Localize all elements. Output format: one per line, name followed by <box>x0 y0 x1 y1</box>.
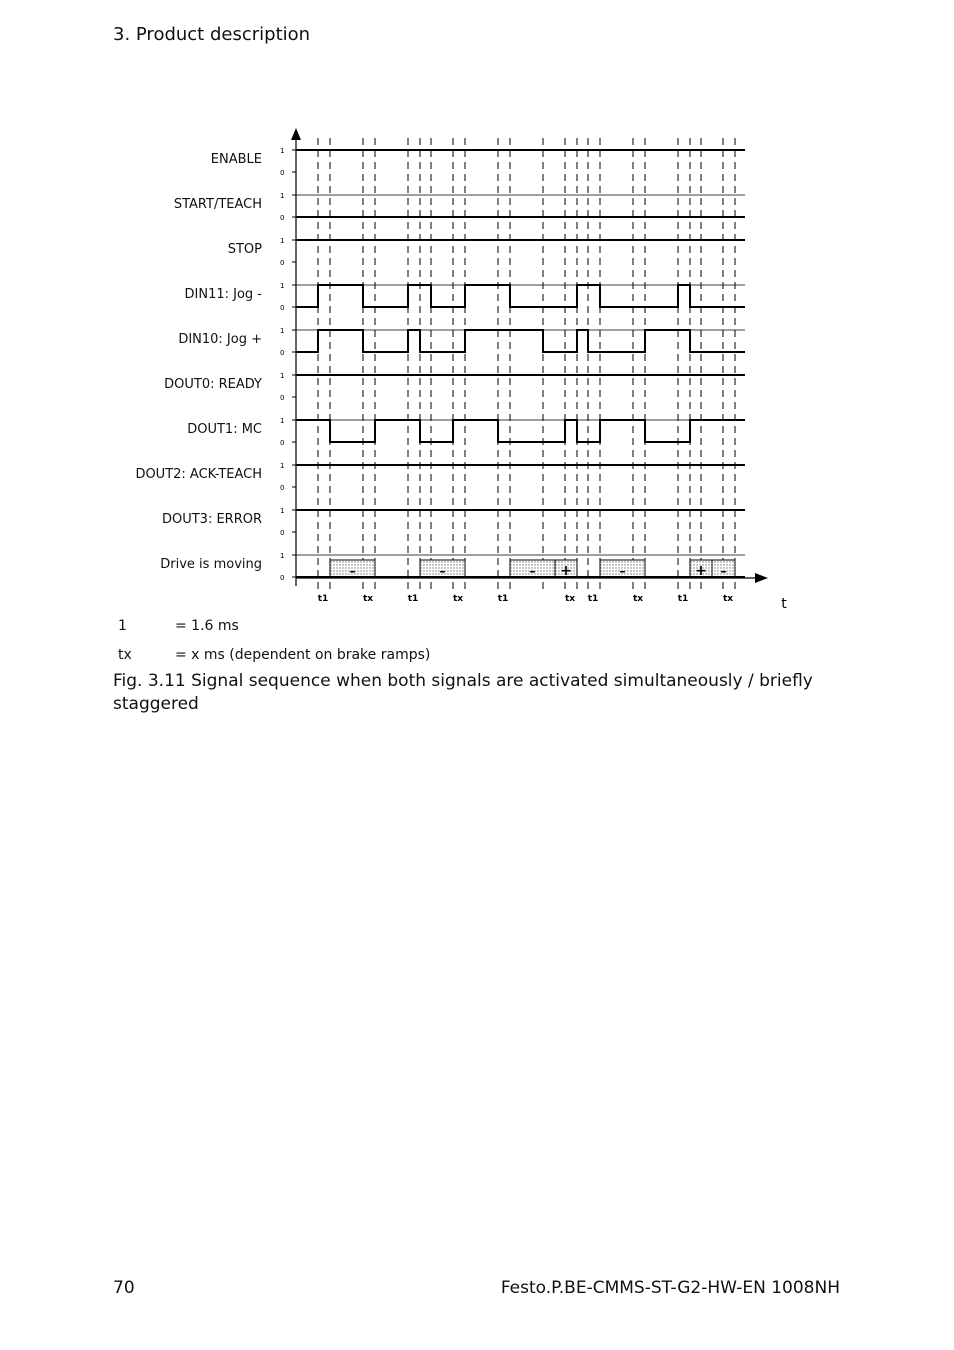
level-high-label-6: 1 <box>280 417 285 425</box>
signal-sequence-diagram <box>0 0 954 640</box>
time-mark-1: tx <box>362 594 374 604</box>
level-low-label-7: 0 <box>280 484 285 492</box>
signal-label-3: DIN11: Jog - <box>184 287 262 302</box>
y-axis-arrow <box>291 128 301 140</box>
time-mark-2: t1 <box>407 594 419 604</box>
level-low-label-2: 0 <box>280 259 285 267</box>
level-high-label-7: 1 <box>280 462 285 470</box>
level-low-label-0: 0 <box>280 169 285 177</box>
level-low-label-1: 0 <box>280 214 285 222</box>
level-low-label-6: 0 <box>280 439 285 447</box>
signal-label-5: DOUT0: READY <box>164 377 262 392</box>
moving-sign-0-0: – <box>349 564 356 578</box>
moving-sign-3-0: – <box>619 564 626 578</box>
time-mark-0: t1 <box>317 594 329 604</box>
signal-label-4: DIN10: Jog + <box>178 332 262 347</box>
waveform-3 <box>296 285 745 307</box>
signal-label-7: DOUT2: ACK-TEACH <box>135 467 262 482</box>
signal-label-9: Drive is moving <box>160 557 262 572</box>
level-high-label-0: 1 <box>280 147 285 155</box>
level-high-label-4: 1 <box>280 327 285 335</box>
legend-key-t1: 1 <box>118 618 127 634</box>
moving-sign-4-1: – <box>720 564 727 578</box>
level-low-label-4: 0 <box>280 349 285 357</box>
level-high-label-2: 1 <box>280 237 285 245</box>
time-mark-8: t1 <box>677 594 689 604</box>
signal-label-0: ENABLE <box>210 152 262 167</box>
level-low-label-3: 0 <box>280 304 285 312</box>
level-low-label-9: 0 <box>280 574 285 582</box>
level-high-label-3: 1 <box>280 282 285 290</box>
level-low-label-5: 0 <box>280 394 285 402</box>
document-id: Festo.P.BE-CMMS-ST-G2-HW-EN 1008NH <box>500 1278 840 1298</box>
time-mark-5: tx <box>564 594 576 604</box>
signal-label-8: DOUT3: ERROR <box>161 512 262 527</box>
signal-label-6: DOUT1: MC <box>187 422 262 437</box>
moving-sign-1-0: – <box>439 564 446 578</box>
level-high-label-8: 1 <box>280 507 285 515</box>
time-mark-4: t1 <box>497 594 509 604</box>
level-low-label-8: 0 <box>280 529 285 537</box>
level-high-label-1: 1 <box>280 192 285 200</box>
signal-label-1: START/TEACH <box>173 197 262 212</box>
legend-value-tx: = x ms (dependent on brake ramps) <box>175 647 431 663</box>
time-mark-6: t1 <box>587 594 599 604</box>
time-mark-7: tx <box>632 594 644 604</box>
time-axis-arrow <box>755 573 768 583</box>
time-axis-label: t <box>781 596 787 612</box>
level-high-label-5: 1 <box>280 372 285 380</box>
page-number: 70 <box>113 1278 135 1298</box>
legend-value-t1: = 1.6 ms <box>175 618 239 634</box>
legend-key-tx: tx <box>118 647 132 663</box>
signal-label-2: STOP <box>227 242 262 257</box>
moving-sign-2-0: – <box>529 564 536 578</box>
figure-caption: Fig. 3.11 Signal sequence when both signals are activated simultaneously / briefly staggered <box>113 671 813 714</box>
level-high-label-9: 1 <box>280 552 285 560</box>
time-mark-3: tx <box>452 594 464 604</box>
moving-sign-2-1: + <box>560 563 572 579</box>
section-header: 3. Product description <box>113 24 311 45</box>
time-mark-9: tx <box>722 594 734 604</box>
moving-sign-4-0: + <box>695 563 707 579</box>
